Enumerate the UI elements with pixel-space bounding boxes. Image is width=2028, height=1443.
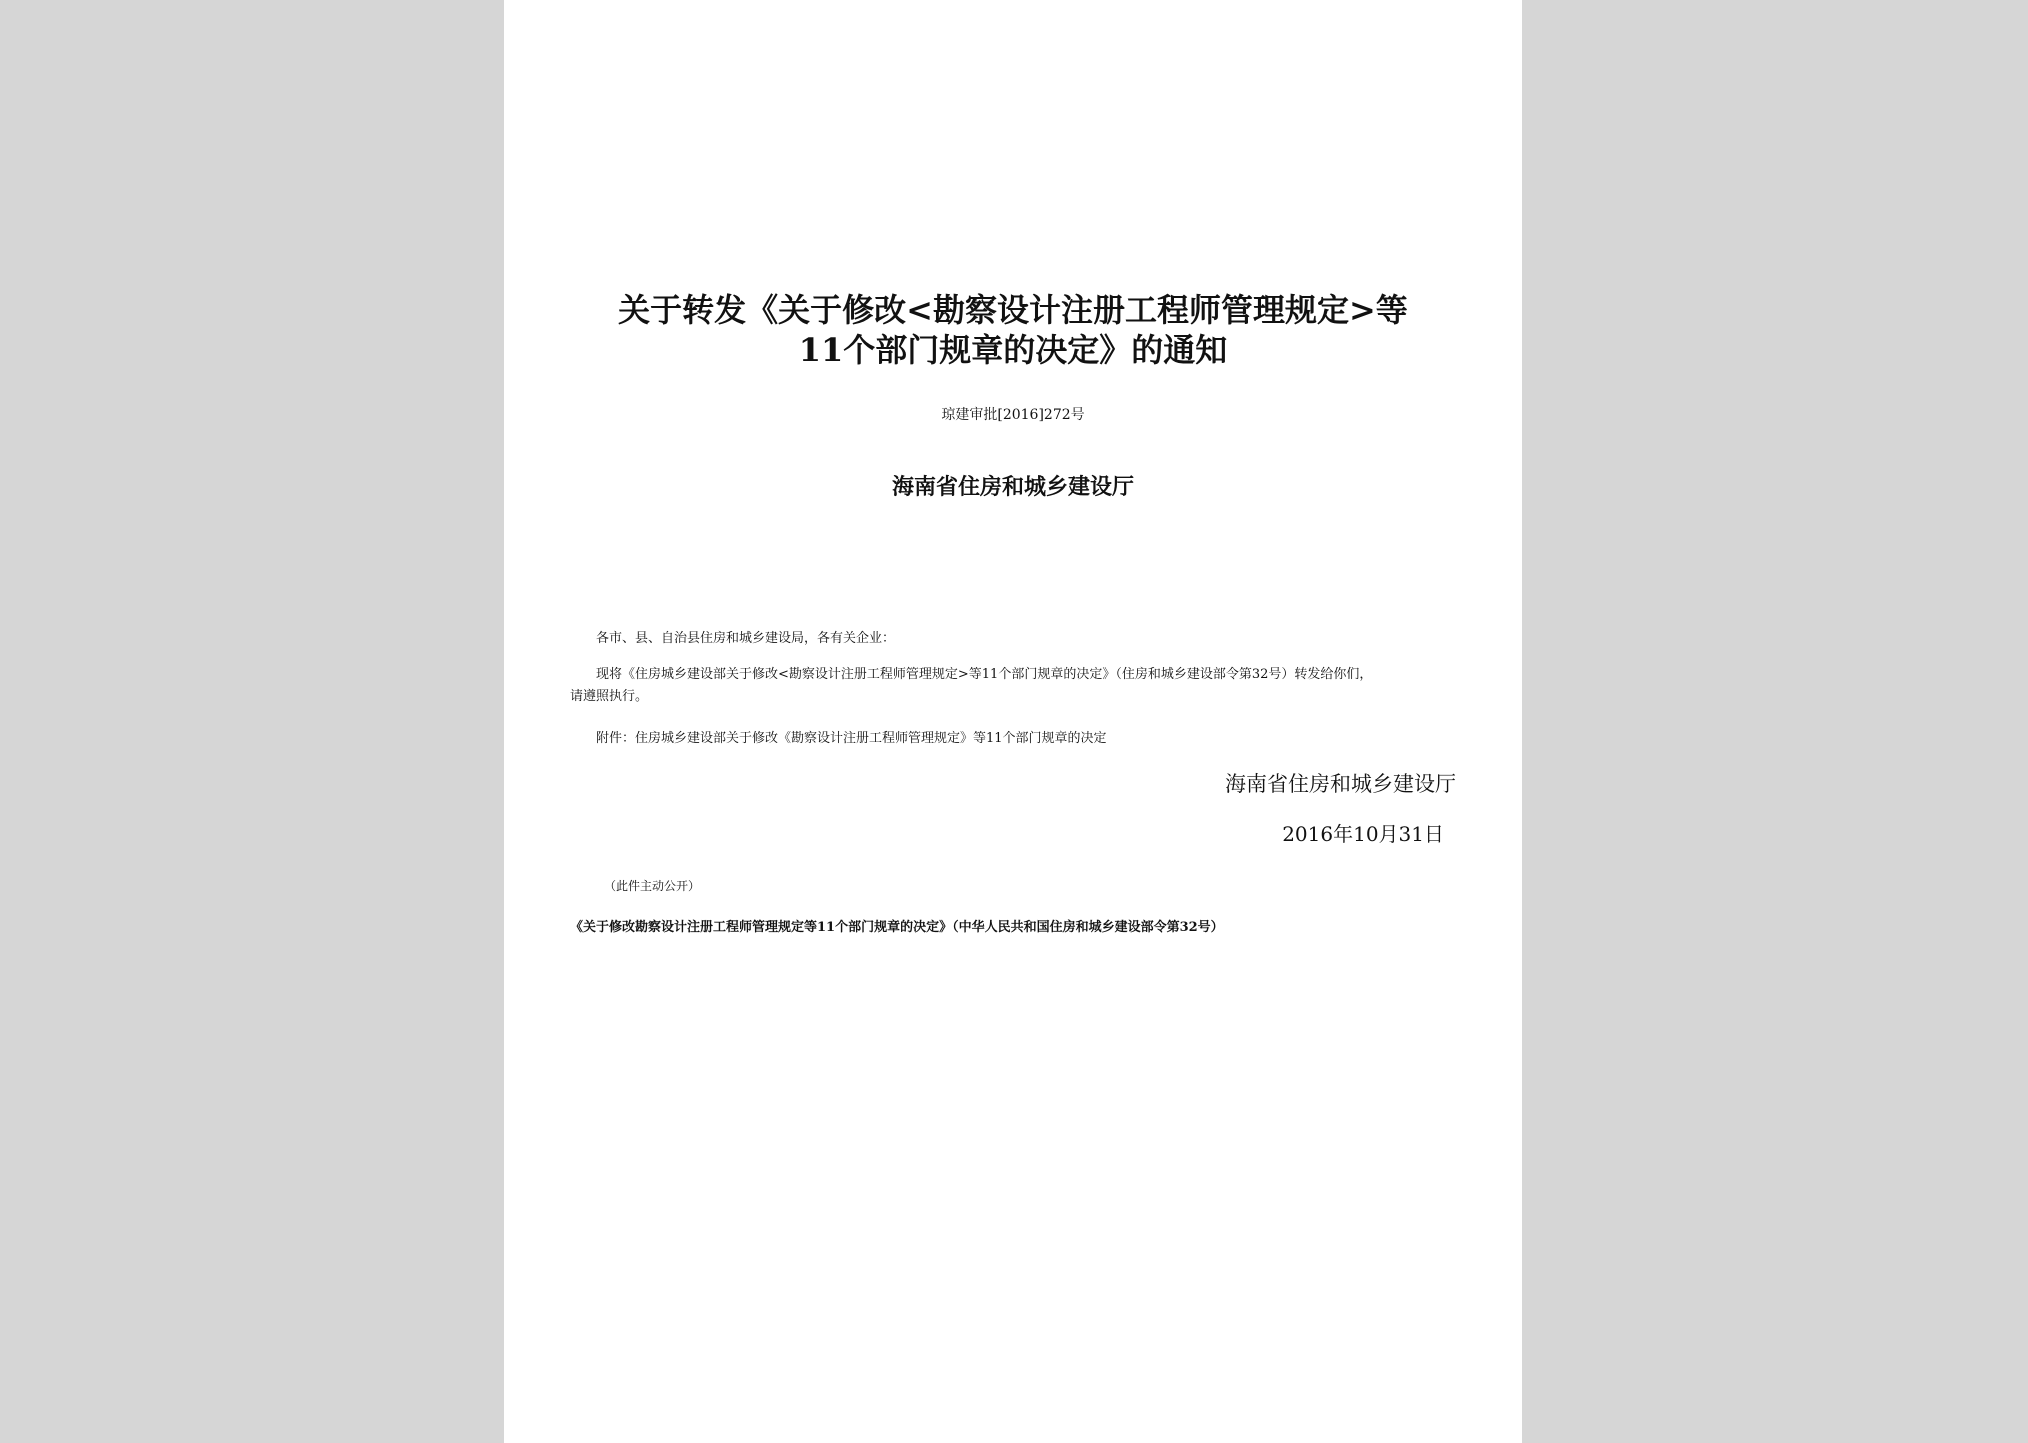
body-paragraph [570, 664, 1450, 708]
document-page [504, 0, 1522, 1443]
title-line-1: 关于转发《关于修改<勘察设计注册工程师管理规定>等 [618, 291, 1408, 329]
attached-document-title: 《关于修改勘察设计注册工程师管理规定等11个部门规章的决定》（中华人民共和国住房和城乡建设部令第32号） [570, 920, 1224, 935]
body-line-2: 请遵照执行。 [570, 689, 649, 704]
salutation: 各市、县、自治县住房和城乡建设局，各有关企业： [596, 631, 896, 646]
signature-organization: 海南省住房和城乡建设厅 [1225, 772, 1456, 796]
signature-date: 2016年10月31日 [1282, 822, 1444, 846]
issuing-authority: 海南省住房和城乡建设厅 [891, 474, 1134, 500]
document-number: 琼建审批[2016]272号 [941, 407, 1085, 423]
attachment-note: 附件：住房城乡建设部关于修改《勘察设计注册工程师管理规定》等11个部门规章的决定 [596, 731, 1107, 746]
disclosure-note: （此件主动公开） [604, 879, 701, 893]
body-line-1: 现将《住房城乡建设部关于修改<勘察设计注册工程师管理规定>等11个部门规章的决定》（住房和城乡建设部令第32号）转发给你们， [596, 667, 1373, 682]
title-line-2: 11个部门规章的决定》的通知 [798, 331, 1228, 369]
document-title [560, 290, 1466, 370]
